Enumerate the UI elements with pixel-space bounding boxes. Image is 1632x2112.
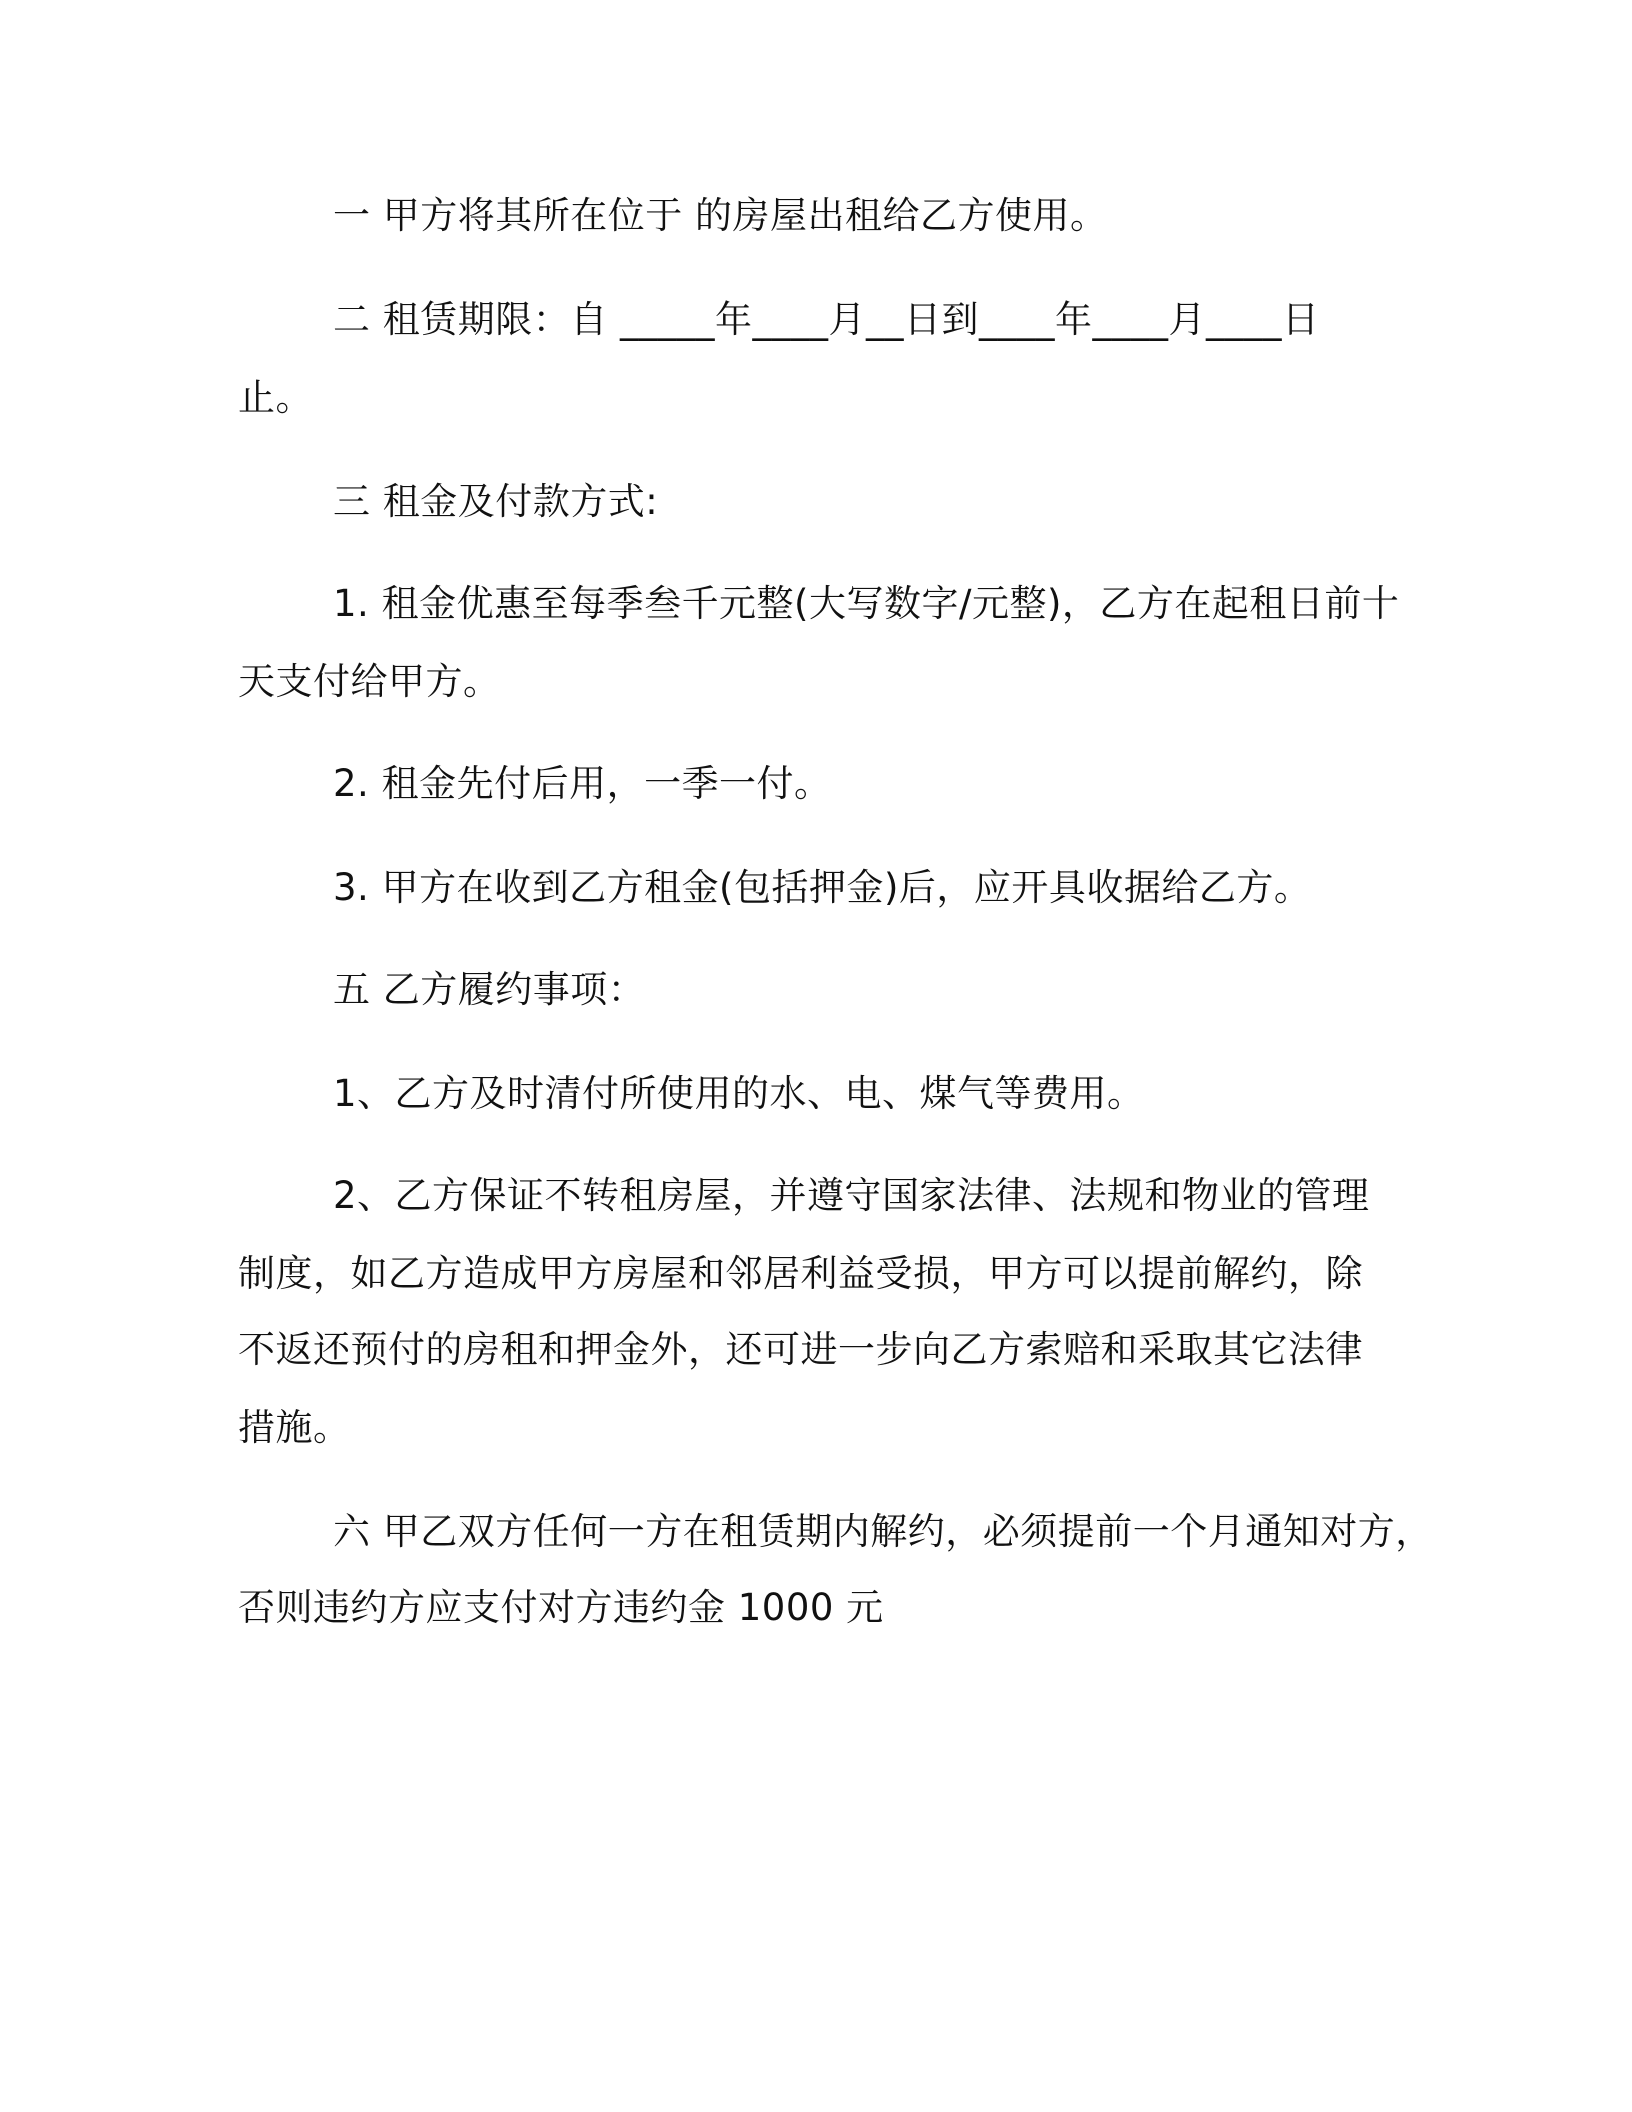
- clause-3-item-3: 3. 甲方在收到乙方租金(包括押金)后，应开具收据给乙方。: [333, 866, 1312, 909]
- clause-3-item-1-line-1: 1. 租金优惠至每季叁千元整(大写数字/元整)，乙方在起租日前十: [333, 582, 1400, 625]
- clause-3-heading: 三 租金及付款方式:: [333, 480, 659, 523]
- clause-6-line-2: 否则违约方应支付对方违约金 1000 元: [238, 1586, 884, 1629]
- clause-2-line-1: 二 租赁期限：自 _____年____月__日到____年____月____日: [333, 298, 1320, 341]
- clause-2-line-2: 止。: [238, 376, 313, 419]
- clause-5-item-1: 1、乙方及时清付所使用的水、电、煤气等费用。: [333, 1072, 1145, 1115]
- clause-5-item-2-line-4: 措施。: [238, 1406, 351, 1449]
- clause-6-line-1: 六 甲乙双方任何一方在租赁期内解约，必须提前一个月通知对方，: [333, 1510, 1433, 1553]
- clause-5-item-2-line-2: 制度，如乙方造成甲方房屋和邻居利益受损，甲方可以提前解约，除: [238, 1252, 1363, 1295]
- clause-1-line: 一 甲方将其所在位于 的房屋出租给乙方使用。: [333, 194, 1108, 237]
- clause-3-item-1-line-2: 天支付给甲方。: [238, 660, 501, 703]
- clause-5-item-2-line-3: 不返还预付的房租和押金外，还可进一步向乙方索赔和采取其它法律: [238, 1328, 1363, 1371]
- clause-5-item-2-line-1: 2、乙方保证不转租房屋，并遵守国家法律、法规和物业的管理: [333, 1174, 1370, 1217]
- clause-3-item-2: 2. 租金先付后用，一季一付。: [333, 762, 832, 805]
- clause-5-heading: 五 乙方履约事项：: [333, 968, 646, 1011]
